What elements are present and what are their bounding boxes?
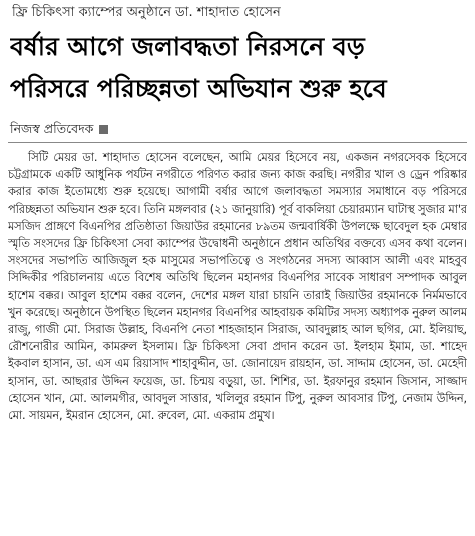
article-paragraph: সিটি মেয়র ডা. শাহাদাত হোসেন বলেছেন, আমি মেয়র হিসেবে নয়, একজন নগরসেবক হিসেবে চট্টগ্রামকে একটি আধুনিক পর্যটন নগরীতে পরিণত করার জন্য কাজ করছি। নগরীর খাল ও ড্রেন পরিষ্কার করার কাজ ইতোমধ্যে শুরু হয়েছে। আগামী বর্ষার আগে জলাবদ্ধতা সমস্যার সমাধানে বড় পরিসরে পরিচ্ছন্নতা অভিযান শুরু হবে। তিনি মঙ্গলবার (২১ জানুয়ারি) পূর্ব বাকলিয়া চেয়ারম্যান ঘাটাস্থ সুজার মা'র মসজিদ প্রাঙ্গণে বিএনপির প্রতিষ্ঠাতা জিয়াউর রহমানের ৮৯তম জন্মবার্ষিকী উপলক্ষে ছাবেদুল হক মেম্বার স্মৃতি সংসদের ফ্রি চিকিৎসা সেবা ক্যাম্পের উদ্বোধনী অনুষ্ঠানে প্রধান অতিথির বক্তব্যে এসব কথা বলেন। সংসদের সভাপতি আজিজুল হক মাসুমের সভাপতিত্বে ও সংগঠনের সদস্য আব্বাস আলী এবং মাহবুব সিদ্দিকীর পরিচালনায় এতে বিশেষ অতিথি ছিলেন মহানগর বিএনপির সাবেক সাধারণ সম্পাদক আবুল হাশেম বক্কর। আবুল হাশেম বক্কর বলেন, দেশের মঙ্গল যারা চায়নি তারাই জিয়াউর রহমানকে নির্মমভাবে খুন করেছে। অনুষ্ঠানে উপস্থিত ছিলেন মহানগর বিএনপির আহবায়ক কমিটির সদস্য অধ্যাপক নুরুল আলম রাজু, গাজী মো. সিরাজ উল্লাহ, বিএনপি নেতা শাহজাহান সিরাজ, আবদুল্লাহ আল ছগির, মো. ইলিয়াছ, রৌশনোরীর আমিন, কামরুল ইসলাম। ফ্রি চিকিৎসা সেবা প্রদান করেন ডা. ইলহাম ইমাম, ডা. শাহেদ ইকবাল হাসান, ডা. এস এম রিয়াসাদ শাহাবুদ্দীন, ডা. জোনায়েদ রায়হান, ডা. সাদ্দাম হোসেন, ডা. মেহেদী হাসান, ডা. আছরার উদ্দিন ফয়েজ, ডা. চিন্ময় বড়ুয়া, ডা. শিশির, ডা. ইরফানুর রহমান জিসান, সাজ্জাদ হোসেন খান, মো. আলমগীর, আবদুল সাত্তার, খলিলুর রহমান টিপু, নুরুল আবসার টিপু, নেজাম উদ্দিন, মো. সায়মন, ইমরান হোসেন, মো. রুবেল, মো. একরাম প্রমুখ। <box>8 151 467 423</box>
square-icon <box>99 125 108 134</box>
byline <box>10 120 467 138</box>
headline-line-1: বর্ষার আগে জলাবদ্ধতা নিরসনে বড় <box>10 32 365 61</box>
divider <box>8 142 467 143</box>
headline-line-2: পরিসরে পরিচ্ছন্নতা অভিযান শুরু হবে <box>10 74 387 103</box>
byline-text: নিজস্ব প্রতিবেদক <box>10 121 94 136</box>
article-body <box>8 149 467 424</box>
article-headline <box>8 26 467 110</box>
article-kicker: ফ্রি চিকিৎসা ক্যাম্পের অনুষ্ঠানে ডা. শাহাদাত হোসেন <box>12 5 281 20</box>
